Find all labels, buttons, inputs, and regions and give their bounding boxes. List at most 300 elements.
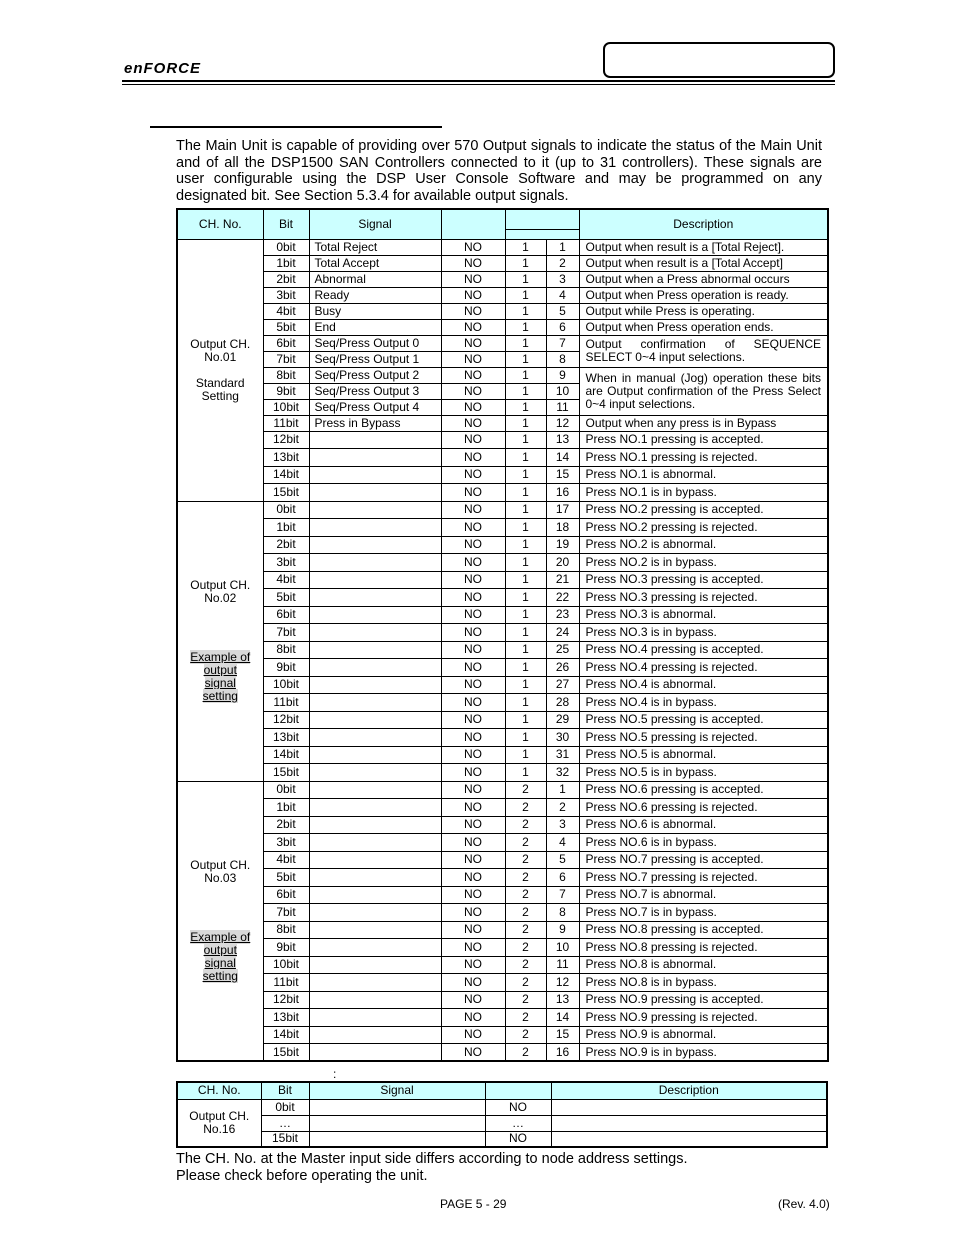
bit-cell: 0bit [263, 239, 309, 255]
contact-cell: NO [441, 711, 505, 729]
signal-cell [309, 501, 441, 519]
signal-cell [309, 589, 441, 607]
signal-cell [309, 764, 441, 782]
table-row [177, 255, 828, 271]
table-row [177, 519, 828, 537]
contact-cell: NO [441, 1026, 505, 1044]
bit-cell: 13bit [263, 449, 309, 467]
contact-cell: NO [441, 399, 505, 415]
address-cell: 29 [546, 711, 579, 729]
table-row [177, 781, 828, 799]
contact-cell: NO [441, 319, 505, 335]
description-cell: Output when Press operation ends. [579, 319, 828, 335]
bit-cell: 12bit [263, 991, 309, 1009]
bit-cell: 2bit [263, 536, 309, 554]
col-header-blank [441, 209, 505, 239]
table-row [177, 869, 828, 887]
bit-cell: 5bit [263, 319, 309, 335]
contact-cell: NO [441, 729, 505, 747]
page-number: PAGE 5 - 29 [440, 1197, 507, 1211]
description-cell: Press NO.9 pressing is accepted. [579, 991, 828, 1009]
description-cell: Press NO.7 is in bypass. [579, 904, 828, 922]
description-cell: Output when result is a [Total Reject]. [579, 239, 828, 255]
description-merged-cell: When in manual (Jog) operation these bits are Output confirmation of the Press Select 0~4 input selections. [579, 367, 828, 415]
bit-cell: 12bit [263, 711, 309, 729]
description-cell: Press NO.6 pressing is rejected. [579, 799, 828, 817]
description-cell: Press NO.2 pressing is rejected. [579, 519, 828, 537]
t2-signal [309, 1099, 485, 1115]
t2-header-description: Description [551, 1082, 827, 1099]
word-cell: 1 [505, 255, 546, 271]
description-cell: Output when result is a [Total Accept] [579, 255, 828, 271]
description-cell: Press NO.3 pressing is accepted. [579, 571, 828, 589]
bit-cell: 13bit [263, 729, 309, 747]
word-cell: 1 [505, 399, 546, 415]
t2-no: NO [485, 1131, 551, 1147]
table-row [177, 799, 828, 817]
contact-cell: NO [441, 239, 505, 255]
address-cell: 13 [546, 431, 579, 449]
address-cell: 8 [546, 904, 579, 922]
word-cell: 1 [505, 319, 546, 335]
contact-cell: NO [441, 659, 505, 677]
signal-cell [309, 659, 441, 677]
header-rule [122, 80, 835, 82]
output-ch16-table [176, 1081, 828, 1148]
bit-cell: 4bit [263, 851, 309, 869]
revision: (Rev. 4.0) [778, 1197, 830, 1211]
table-row [177, 1009, 828, 1027]
bit-cell: 10bit [263, 399, 309, 415]
address-cell: 3 [546, 816, 579, 834]
description-cell: Press NO.9 is in bypass. [579, 1044, 828, 1062]
signal-cell [309, 431, 441, 449]
bit-cell: 3bit [263, 287, 309, 303]
word-cell: 2 [505, 886, 546, 904]
bit-cell: 4bit [263, 303, 309, 319]
address-cell: 21 [546, 571, 579, 589]
signal-cell [309, 886, 441, 904]
col-header-bit: Bit [263, 209, 309, 239]
word-cell: 1 [505, 484, 546, 502]
description-cell: Press NO.1 pressing is rejected. [579, 449, 828, 467]
signal-cell [309, 1009, 441, 1027]
word-cell: 1 [505, 519, 546, 537]
address-cell: 23 [546, 606, 579, 624]
signal-cell [309, 956, 441, 974]
description-cell: Press NO.5 pressing is accepted. [579, 711, 828, 729]
address-cell: 7 [546, 335, 579, 351]
bit-cell: 15bit [263, 1044, 309, 1062]
bit-cell: 1bit [263, 255, 309, 271]
signal-cell: Press in Bypass [309, 415, 441, 431]
address-cell: 17 [546, 501, 579, 519]
address-cell: 27 [546, 676, 579, 694]
output-signal-table [176, 208, 829, 1062]
contact-cell: NO [441, 816, 505, 834]
table-row [177, 466, 828, 484]
address-cell: 12 [546, 974, 579, 992]
table-row [177, 239, 828, 255]
bit-cell: 12bit [263, 431, 309, 449]
signal-cell [309, 536, 441, 554]
address-cell: 5 [546, 851, 579, 869]
contact-cell: NO [441, 904, 505, 922]
signal-cell: Seq/Press Output 2 [309, 367, 441, 383]
table-row [177, 554, 828, 572]
description-cell: Press NO.1 pressing is accepted. [579, 431, 828, 449]
signal-cell [309, 519, 441, 537]
bit-cell: 0bit [263, 781, 309, 799]
channel-label: Output CH. No.01 [190, 336, 251, 364]
table-row [177, 711, 828, 729]
address-cell: 22 [546, 589, 579, 607]
contact-cell: NO [441, 799, 505, 817]
signal-cell [309, 799, 441, 817]
contact-cell: NO [441, 287, 505, 303]
t2-bit: 0bit [261, 1099, 309, 1115]
word-cell: 2 [505, 816, 546, 834]
signal-cell: Busy [309, 303, 441, 319]
table-row [177, 904, 828, 922]
description-cell: Press NO.7 pressing is accepted. [579, 851, 828, 869]
word-cell: 1 [505, 303, 546, 319]
word-cell: 1 [505, 571, 546, 589]
example-setting-label [178, 651, 263, 703]
word-cell: 1 [505, 624, 546, 642]
address-cell: 6 [546, 319, 579, 335]
word-cell: 2 [505, 974, 546, 992]
word-cell: 2 [505, 869, 546, 887]
description-cell: Press NO.3 pressing is rejected. [579, 589, 828, 607]
channel-cell-ch01 [177, 239, 263, 501]
contact-cell: NO [441, 641, 505, 659]
contact-cell: NO [441, 921, 505, 939]
bit-cell: 11bit [263, 415, 309, 431]
word-cell: 1 [505, 589, 546, 607]
word-cell: 2 [505, 991, 546, 1009]
address-cell: 16 [546, 484, 579, 502]
description-cell: Press NO.2 is in bypass. [579, 554, 828, 572]
signal-cell [309, 729, 441, 747]
contact-cell: NO [441, 694, 505, 712]
channel-label: Output CH. No.02 [190, 578, 251, 605]
description-cell: Press NO.9 pressing is rejected. [579, 1009, 828, 1027]
signal-cell [309, 711, 441, 729]
t2-signal [309, 1131, 485, 1147]
t2-ch-label: Output CH. No.16 [177, 1099, 261, 1147]
bit-cell: 10bit [263, 956, 309, 974]
bit-cell: 7bit [263, 351, 309, 367]
word-cell: 2 [505, 851, 546, 869]
contact-cell: NO [441, 415, 505, 431]
contact-cell: NO [441, 303, 505, 319]
description-cell: Press NO.8 pressing is rejected. [579, 939, 828, 957]
bit-cell: 5bit [263, 869, 309, 887]
bit-cell: 6bit [263, 606, 309, 624]
signal-cell [309, 676, 441, 694]
description-cell: Press NO.8 pressing is accepted. [579, 921, 828, 939]
word-cell: 1 [505, 729, 546, 747]
word-cell: 1 [505, 746, 546, 764]
contact-cell: NO [441, 571, 505, 589]
bit-cell: 7bit [263, 904, 309, 922]
signal-cell: End [309, 319, 441, 335]
t2-desc [551, 1099, 827, 1115]
word-cell: 2 [505, 904, 546, 922]
table-row [177, 589, 828, 607]
bit-cell: 6bit [263, 335, 309, 351]
table-row [177, 746, 828, 764]
footer-note: The CH. No. at the Master input side differs according to node address settings. Please check before operating the unit. [176, 1151, 688, 1184]
word-cell: 1 [505, 271, 546, 287]
contact-cell: NO [441, 956, 505, 974]
address-cell: 5 [546, 303, 579, 319]
address-cell: 1 [546, 239, 579, 255]
word-cell: 2 [505, 781, 546, 799]
contact-cell: NO [441, 536, 505, 554]
word-cell: 2 [505, 1009, 546, 1027]
table-row [177, 501, 828, 519]
table-row [177, 287, 828, 303]
bit-cell: 1bit [263, 519, 309, 537]
address-cell: 11 [546, 399, 579, 415]
contact-cell: NO [441, 519, 505, 537]
enforce-logo: enFORCE [124, 60, 202, 77]
table-row [177, 851, 828, 869]
word-cell: 2 [505, 939, 546, 957]
word-cell: 2 [505, 1026, 546, 1044]
signal-cell [309, 624, 441, 642]
contact-cell: NO [441, 501, 505, 519]
word-cell: 1 [505, 415, 546, 431]
word-cell: 1 [505, 659, 546, 677]
contact-cell: NO [441, 431, 505, 449]
address-cell: 13 [546, 991, 579, 1009]
signal-cell: Seq/Press Output 0 [309, 335, 441, 351]
signal-cell [309, 1026, 441, 1044]
bit-cell: 7bit [263, 624, 309, 642]
contact-cell: NO [441, 335, 505, 351]
signal-cell [309, 746, 441, 764]
signal-cell [309, 834, 441, 852]
description-cell: Press NO.5 pressing is rejected. [579, 729, 828, 747]
address-cell: 30 [546, 729, 579, 747]
table-row [177, 886, 828, 904]
word-cell: 1 [505, 641, 546, 659]
t2-header-bit: Bit [261, 1082, 309, 1099]
bit-cell: 5bit [263, 589, 309, 607]
word-cell: 1 [505, 449, 546, 467]
bit-cell: 2bit [263, 271, 309, 287]
description-cell: Press NO.8 is in bypass. [579, 974, 828, 992]
signal-cell: Seq/Press Output 4 [309, 399, 441, 415]
contact-cell: NO [441, 484, 505, 502]
table-row [177, 606, 828, 624]
example-setting-label [178, 931, 263, 983]
signal-cell [309, 554, 441, 572]
address-cell: 12 [546, 415, 579, 431]
contact-cell: NO [441, 939, 505, 957]
channel-cell-ch03 [177, 781, 263, 1061]
bit-cell: 4bit [263, 571, 309, 589]
description-cell: Press NO.1 is abnormal. [579, 466, 828, 484]
header-title-box [603, 42, 835, 78]
description-cell: Press NO.7 pressing is rejected. [579, 869, 828, 887]
contact-cell: NO [441, 606, 505, 624]
table-row [177, 624, 828, 642]
table-row [177, 484, 828, 502]
signal-cell: Total Reject [309, 239, 441, 255]
table-row [177, 335, 828, 351]
address-cell: 4 [546, 287, 579, 303]
signal-cell [309, 991, 441, 1009]
signal-cell [309, 466, 441, 484]
t2-bit: 15bit [261, 1131, 309, 1147]
contact-cell: NO [441, 624, 505, 642]
word-cell: 1 [505, 367, 546, 383]
address-cell: 26 [546, 659, 579, 677]
signal-cell: Seq/Press Output 1 [309, 351, 441, 367]
signal-cell [309, 974, 441, 992]
col-header-signal: Signal [309, 209, 441, 239]
section-title-underline [150, 126, 442, 128]
word-cell: 2 [505, 921, 546, 939]
table-row [177, 816, 828, 834]
t2-desc [551, 1131, 827, 1147]
word-cell: 1 [505, 335, 546, 351]
signal-cell [309, 484, 441, 502]
example-setting-text: Example of output signal setting [190, 650, 251, 703]
description-cell: Press NO.6 is in bypass. [579, 834, 828, 852]
word-cell: 2 [505, 834, 546, 852]
channel-cell-ch02 [177, 501, 263, 781]
bit-cell: 14bit [263, 746, 309, 764]
bit-cell: 1bit [263, 799, 309, 817]
word-cell: 1 [505, 764, 546, 782]
contact-cell: NO [441, 589, 505, 607]
t2-header-blank [485, 1082, 551, 1099]
bit-cell: 15bit [263, 764, 309, 782]
description-cell: Press NO.5 is abnormal. [579, 746, 828, 764]
table-row [177, 415, 828, 431]
table-row [177, 449, 828, 467]
address-cell: 6 [546, 869, 579, 887]
contact-cell: NO [441, 869, 505, 887]
contact-cell: NO [441, 271, 505, 287]
word-cell: 1 [505, 383, 546, 399]
contact-cell: NO [441, 383, 505, 399]
contact-cell: NO [441, 554, 505, 572]
contact-cell: NO [441, 886, 505, 904]
table-row [177, 367, 828, 383]
standard-setting-label: Standard Setting [195, 375, 245, 403]
word-cell: 1 [505, 694, 546, 712]
bit-cell: 3bit [263, 834, 309, 852]
contact-cell: NO [441, 851, 505, 869]
address-cell: 15 [546, 466, 579, 484]
bit-cell: 10bit [263, 676, 309, 694]
word-cell: 1 [505, 431, 546, 449]
signal-cell: Abnormal [309, 271, 441, 287]
description-cell: Press NO.4 pressing is rejected. [579, 659, 828, 677]
word-cell: 1 [505, 239, 546, 255]
signal-cell [309, 939, 441, 957]
t2-bit: … [261, 1115, 309, 1131]
table-row [177, 271, 828, 287]
table-row [177, 939, 828, 957]
example-setting-text: Example of output signal setting [190, 929, 251, 983]
description-cell: Press NO.4 is in bypass. [579, 694, 828, 712]
description-cell: Output when a Press abnormal occurs [579, 271, 828, 287]
address-cell: 2 [546, 799, 579, 817]
table-row [177, 676, 828, 694]
table-row [177, 1026, 828, 1044]
address-cell: 2 [546, 255, 579, 271]
address-cell: 32 [546, 764, 579, 782]
intro-paragraph: The Main Unit is capable of providing over 570 Output signals to indicate the status of the Main Unit and of all the DSP1500 SAN Controllers connected to it (up to 31 controllers). These signals are user configurable using the DSP User Console Software and may be programmed on any designated bit. See Section 5.3.4 for available output signals. [176, 138, 822, 204]
bit-cell: 11bit [263, 974, 309, 992]
description-cell: Press NO.2 pressing is accepted. [579, 501, 828, 519]
table-row [177, 956, 828, 974]
table-row [177, 974, 828, 992]
signal-cell [309, 816, 441, 834]
address-cell: 11 [546, 956, 579, 974]
address-cell: 9 [546, 921, 579, 939]
address-cell: 7 [546, 886, 579, 904]
description-cell: Press NO.9 is abnormal. [579, 1026, 828, 1044]
contact-cell: NO [441, 1009, 505, 1027]
address-cell: 31 [546, 746, 579, 764]
bit-cell: 0bit [263, 501, 309, 519]
table-row [177, 1044, 828, 1062]
description-cell: Press NO.6 is abnormal. [579, 816, 828, 834]
bit-cell: 9bit [263, 939, 309, 957]
bit-cell: 6bit [263, 886, 309, 904]
contact-cell: NO [441, 367, 505, 383]
col-header-description: Description [579, 209, 828, 239]
description-cell: Press NO.3 is abnormal. [579, 606, 828, 624]
table-row [177, 571, 828, 589]
contact-cell: NO [441, 974, 505, 992]
address-cell: 9 [546, 367, 579, 383]
contact-cell: NO [441, 676, 505, 694]
description-cell: Press NO.8 is abnormal. [579, 956, 828, 974]
word-cell: 1 [505, 501, 546, 519]
bit-cell: 8bit [263, 921, 309, 939]
t2-no: … [485, 1115, 551, 1131]
bit-cell: 13bit [263, 1009, 309, 1027]
signal-cell [309, 904, 441, 922]
word-cell: 2 [505, 1044, 546, 1062]
contact-cell: NO [441, 764, 505, 782]
bit-cell: 8bit [263, 641, 309, 659]
description-cell: Press NO.3 is in bypass. [579, 624, 828, 642]
t2-signal [309, 1115, 485, 1131]
address-cell: 10 [546, 383, 579, 399]
table-row [177, 729, 828, 747]
contact-cell: NO [441, 351, 505, 367]
table-row [177, 431, 828, 449]
table-row [177, 641, 828, 659]
address-cell: 28 [546, 694, 579, 712]
table-row [177, 303, 828, 319]
word-cell: 1 [505, 466, 546, 484]
contact-cell: NO [441, 466, 505, 484]
description-merged-cell: Output confirmation of SEQUENCE SELECT 0~4 input selections. [579, 335, 828, 367]
signal-cell [309, 571, 441, 589]
signal-cell [309, 781, 441, 799]
